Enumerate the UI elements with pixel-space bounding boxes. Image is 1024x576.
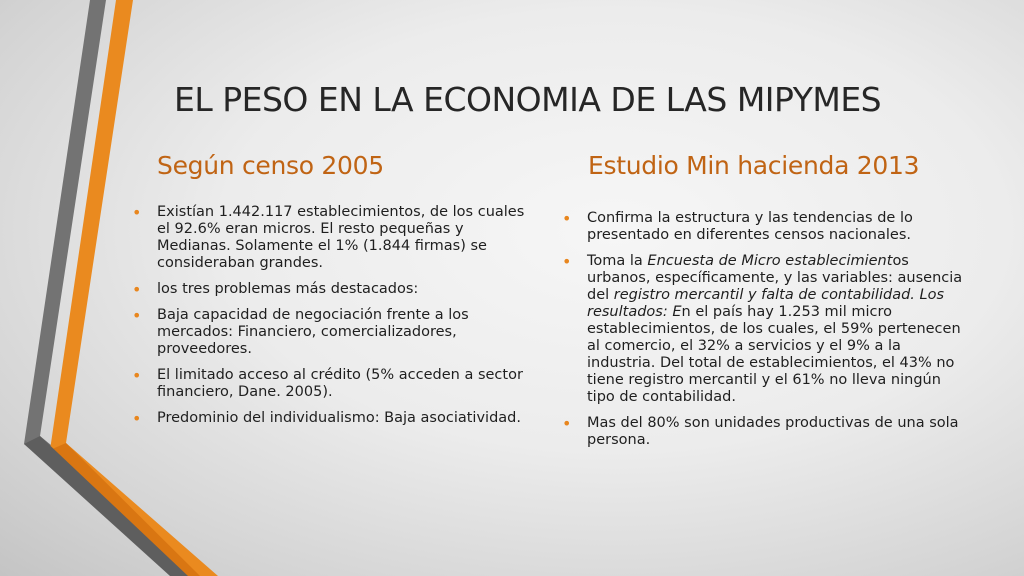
bullet-icon: • [132,366,142,385]
text-run: Mas del 80% son unidades productivas de una sola persona. [587,415,959,448]
bullet-text: Baja capacidad de negociación frente a los mercados: Financiero, comercializadores, proveedores. [157,307,469,357]
italic-run: Encuesta de Micro establecimient [647,253,893,269]
bullet-icon: • [132,306,142,325]
bullet-text: los tres problemas más destacados: [157,281,419,297]
bullet-icon: • [562,209,572,228]
bullet-icon: • [132,203,142,222]
bullet-icon: • [562,414,572,433]
slide-title: EL PESO EN LA ECONOMIA DE LAS MIPYMES [174,80,882,119]
list-item [132,366,541,401]
italic-run: registro mercantil y falta de contabilidad. Los resultados: E [587,287,945,320]
text-run: n el país hay 1.253 mil micro establecimientos, de los cuales, el 59% pertenecen al comercio, el 32% a servicios y el 9% a la industria. Del total de establecimientos, el 43% no tiene registro mercantil y el 61% no lleva ningún tipo de contabilidad. [587,304,961,405]
list-item [562,209,971,244]
left-heading: Según censo 2005 [157,151,384,180]
bullet-text [587,415,959,448]
list-item [132,306,541,358]
bullet-icon: • [132,409,142,428]
list-item [132,280,541,299]
text-run: os urbanos, específicamente, y las variables: ausencia del [587,253,963,303]
bullet-text: Existían 1.442.117 establecimientos, de los cuales el 92.6% eran micros. El resto pequeñas y Medianas. Solamente el 1% (1.844 firmas) se consideraban grandes. [157,204,525,271]
list-item [132,203,541,272]
text-run: Toma la [587,253,648,269]
bullet-text: El limitado acceso al crédito (5% acceden a sector financiero, Dane. 2005). [157,367,523,400]
right-bullet-list [562,209,971,458]
right-heading: Estudio Min hacienda 2013 [588,151,920,180]
list-item [132,409,541,428]
text-run: Confirma la estructura y las tendencias de lo presentado en diferentes censos nacionales. [587,210,913,243]
bullet-icon: • [562,252,572,271]
bullet-text: Predominio del individualismo: Baja asociatividad. [157,410,521,426]
orange-accent [50,443,200,576]
list-item [562,414,971,449]
list-item [562,252,971,406]
bullet-icon: • [132,280,142,299]
gray-accent [24,436,188,576]
bullet-text [587,253,962,405]
left-bullet-list [132,203,541,436]
bullet-text [587,210,913,243]
